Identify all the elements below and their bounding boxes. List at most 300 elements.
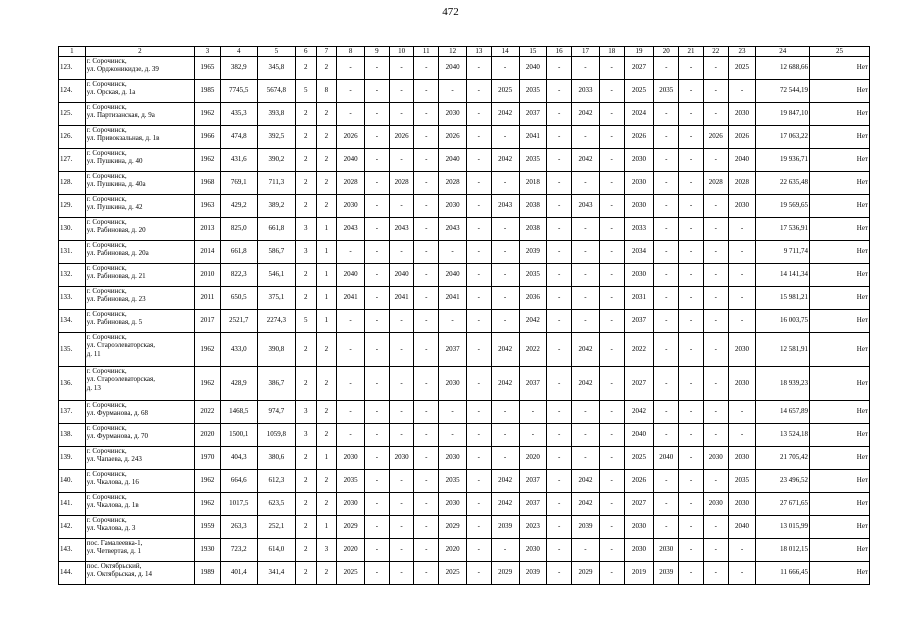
value-cell: - (654, 515, 679, 538)
value-cell: 2035 (519, 148, 547, 171)
value-cell: 2035 (519, 263, 547, 286)
address-line: ул. Чкалова, д. 16 (86, 478, 139, 487)
value-cell: 2038 (519, 194, 547, 217)
address-line: ул. Рабиновая, д. 20а (86, 249, 149, 258)
cost-cell: 16 003,75 (756, 309, 810, 332)
cost-cell: 11 666,45 (756, 561, 810, 584)
value-cell: - (728, 309, 756, 332)
value-cell: 2030 (728, 102, 756, 125)
value-cell: 2037 (439, 332, 467, 366)
column-number-header: 15 (519, 47, 547, 57)
value-cell: - (414, 400, 439, 423)
value-cell: 2025 (728, 56, 756, 79)
value-cell: 2 (316, 492, 337, 515)
table-row (59, 56, 870, 79)
row-number-cell: 136. (59, 366, 86, 400)
value-cell: 1 (316, 217, 337, 240)
value-cell: - (572, 171, 600, 194)
table-row (59, 515, 870, 538)
value-cell: 2020 (195, 423, 221, 446)
value-cell: 2042 (572, 492, 600, 515)
value-cell: - (414, 286, 439, 309)
value-cell: - (599, 446, 624, 469)
value-cell: 2 (295, 446, 316, 469)
row-number-cell: 134. (59, 309, 86, 332)
cost-cell: 13 524,18 (756, 423, 810, 446)
value-cell: 2030 (337, 194, 365, 217)
value-cell: 2 (316, 332, 337, 366)
value-cell: 3 (316, 538, 337, 561)
value-cell: 2010 (195, 263, 221, 286)
value-cell: 2022 (195, 400, 221, 423)
value-cell: - (599, 171, 624, 194)
address-cell (85, 538, 194, 561)
value-cell: - (547, 79, 572, 102)
value-cell: - (679, 332, 704, 366)
value-cell: 2039 (519, 561, 547, 584)
status-cell: Нет (809, 400, 869, 423)
value-cell: - (337, 423, 365, 446)
address-line: ул. Пушкина, д. 40 (86, 157, 143, 166)
value-cell: - (414, 538, 439, 561)
value-cell: 2018 (519, 171, 547, 194)
address-line: г. Сорочинск, (86, 366, 127, 375)
value-cell: - (365, 56, 390, 79)
value-cell: 2 (295, 538, 316, 561)
value-cell: - (547, 400, 572, 423)
table-row (59, 366, 870, 400)
table-row (59, 217, 870, 240)
address-line: г. Сорочинск, (86, 423, 127, 432)
value-cell: 2 (295, 492, 316, 515)
column-number-header: 16 (547, 47, 572, 57)
address-line: ул. Пушкина, д. 40а (86, 180, 146, 189)
value-cell: - (728, 217, 756, 240)
address-cell (85, 423, 194, 446)
value-cell: - (466, 423, 491, 446)
value-cell: - (389, 561, 414, 584)
value-cell: 1970 (195, 446, 221, 469)
value-cell: 2040 (337, 263, 365, 286)
value-cell: - (439, 79, 467, 102)
value-cell: - (547, 309, 572, 332)
value-cell: - (466, 561, 491, 584)
value-cell: - (547, 446, 572, 469)
value-cell: 2028 (389, 171, 414, 194)
column-number-header: 19 (624, 47, 654, 57)
value-cell: - (491, 446, 519, 469)
status-cell: Нет (809, 217, 869, 240)
status-cell: Нет (809, 56, 869, 79)
value-cell: 2039 (572, 515, 600, 538)
value-cell: - (654, 423, 679, 446)
address-line: ул. Фурманова, д. 68 (86, 409, 149, 418)
value-cell: 2039 (654, 561, 679, 584)
value-cell: 2030 (728, 492, 756, 515)
table-row (59, 492, 870, 515)
value-cell: 2025 (624, 446, 654, 469)
value-cell: - (572, 217, 600, 240)
value-cell: 2039 (491, 515, 519, 538)
value-cell: 2 (295, 515, 316, 538)
value-cell: 474,8 (220, 125, 257, 148)
value-cell: - (679, 79, 704, 102)
value-cell: - (547, 102, 572, 125)
value-cell: 2 (316, 366, 337, 400)
value-cell: 382,9 (220, 56, 257, 79)
table-row (59, 469, 870, 492)
row-number-cell: 138. (59, 423, 86, 446)
row-number-cell: 124. (59, 79, 86, 102)
status-cell: Нет (809, 423, 869, 446)
value-cell: 2029 (337, 515, 365, 538)
value-cell: 2030 (728, 366, 756, 400)
address-line: ул. Партизанская, д. 9а (86, 111, 155, 120)
value-cell: 2 (295, 469, 316, 492)
value-cell: - (466, 286, 491, 309)
value-cell: 2026 (624, 125, 654, 148)
value-cell: 2043 (572, 194, 600, 217)
value-cell: 3 (295, 240, 316, 263)
value-cell: 2025 (491, 79, 519, 102)
value-cell: 429,2 (220, 194, 257, 217)
value-cell: - (491, 538, 519, 561)
value-cell: 2041 (337, 286, 365, 309)
value-cell: - (365, 102, 390, 125)
value-cell: - (491, 400, 519, 423)
value-cell: - (466, 102, 491, 125)
value-cell: 2 (295, 56, 316, 79)
row-number-cell: 143. (59, 538, 86, 561)
status-cell: Нет (809, 492, 869, 515)
value-cell: - (728, 400, 756, 423)
table-row (59, 309, 870, 332)
address-cell (85, 446, 194, 469)
value-cell: 2025 (337, 561, 365, 584)
value-cell: 2 (295, 194, 316, 217)
value-cell: 2042 (572, 469, 600, 492)
value-cell: 1966 (195, 125, 221, 148)
value-cell: 2040 (439, 56, 467, 79)
value-cell: 2040 (389, 263, 414, 286)
address-line: ул. Пушкина, д. 42 (86, 203, 143, 212)
value-cell: - (414, 194, 439, 217)
value-cell: 2020 (337, 538, 365, 561)
value-cell: 375,1 (257, 286, 295, 309)
address-cell (85, 240, 194, 263)
value-cell: 2042 (491, 332, 519, 366)
value-cell: 401,4 (220, 561, 257, 584)
value-cell: 431,6 (220, 148, 257, 171)
value-cell: - (337, 79, 365, 102)
value-cell: - (679, 148, 704, 171)
value-cell: - (337, 400, 365, 423)
value-cell: - (599, 309, 624, 332)
column-number-header: 25 (809, 47, 869, 57)
value-cell: 2042 (491, 492, 519, 515)
address-line: г. Сорочинск, (86, 240, 127, 249)
cost-cell: 72 544,19 (756, 79, 810, 102)
value-cell: - (703, 102, 728, 125)
value-cell: - (389, 400, 414, 423)
status-cell: Нет (809, 332, 869, 366)
value-cell: - (599, 400, 624, 423)
value-cell: - (728, 240, 756, 263)
address-line: ул. Рабиновая, д. 23 (86, 295, 146, 304)
value-cell: - (466, 148, 491, 171)
value-cell: 5 (295, 79, 316, 102)
value-cell: 433,0 (220, 332, 257, 366)
value-cell: - (703, 240, 728, 263)
value-cell: - (547, 538, 572, 561)
column-number-header: 3 (195, 47, 221, 57)
value-cell: 650,5 (220, 286, 257, 309)
value-cell: - (547, 240, 572, 263)
value-cell: - (365, 561, 390, 584)
value-cell: - (337, 56, 365, 79)
value-cell: 2030 (439, 366, 467, 400)
table-row (59, 194, 870, 217)
row-number-cell: 141. (59, 492, 86, 515)
value-cell: 2030 (519, 538, 547, 561)
address-line: пос. Октябрьский, (86, 561, 142, 570)
value-cell: 612,3 (257, 469, 295, 492)
value-cell: 3 (295, 217, 316, 240)
address-line: ул. Орджоникидзе, д. 39 (86, 65, 159, 74)
value-cell: - (491, 423, 519, 446)
value-cell: 390,8 (257, 332, 295, 366)
value-cell: - (679, 446, 704, 469)
column-number-header: 11 (414, 47, 439, 57)
value-cell: - (414, 561, 439, 584)
value-cell: - (547, 171, 572, 194)
value-cell: 1962 (195, 469, 221, 492)
value-cell: - (654, 217, 679, 240)
value-cell: - (491, 56, 519, 79)
value-cell: 392,5 (257, 125, 295, 148)
value-cell: - (679, 240, 704, 263)
column-number-header: 23 (728, 47, 756, 57)
address-line: г. Сорочинск, (86, 217, 127, 226)
value-cell: 1468,5 (220, 400, 257, 423)
value-cell: - (703, 366, 728, 400)
value-cell: - (679, 217, 704, 240)
value-cell: 974,7 (257, 400, 295, 423)
value-cell: 1963 (195, 194, 221, 217)
address-line: г. Сорочинск, (86, 469, 127, 478)
value-cell: - (414, 148, 439, 171)
cost-cell: 18 012,15 (756, 538, 810, 561)
cost-cell: 14 141,34 (756, 263, 810, 286)
address-line: ул. Староэлеваторская, (86, 375, 155, 384)
value-cell: - (389, 469, 414, 492)
status-cell: Нет (809, 286, 869, 309)
value-cell: - (599, 366, 624, 400)
value-cell: - (491, 309, 519, 332)
address-line: г. Сорочинск, (86, 102, 127, 111)
value-cell: - (466, 538, 491, 561)
address-line: г. Сорочинск, (86, 148, 127, 157)
value-cell: - (439, 240, 467, 263)
value-cell: 822,3 (220, 263, 257, 286)
value-cell: 2011 (195, 286, 221, 309)
table-row (59, 332, 870, 366)
value-cell: 2035 (439, 469, 467, 492)
value-cell: - (365, 538, 390, 561)
address-line: пос. Гамалеевка-1, (86, 538, 143, 547)
value-cell: 2042 (519, 309, 547, 332)
value-cell: - (414, 469, 439, 492)
value-cell: 2020 (519, 446, 547, 469)
column-number-header: 9 (365, 47, 390, 57)
value-cell: 2 (295, 125, 316, 148)
value-cell: - (654, 332, 679, 366)
value-cell: - (654, 400, 679, 423)
value-cell: 2030 (439, 446, 467, 469)
address-line: д. 11 (86, 349, 101, 358)
value-cell: - (572, 446, 600, 469)
value-cell: - (519, 400, 547, 423)
value-cell: - (466, 240, 491, 263)
value-cell: - (365, 515, 390, 538)
value-cell: - (414, 446, 439, 469)
value-cell: - (679, 309, 704, 332)
value-cell: - (728, 263, 756, 286)
value-cell: 2041 (519, 125, 547, 148)
value-cell: - (547, 561, 572, 584)
status-cell: Нет (809, 102, 869, 125)
value-cell: 2 (316, 469, 337, 492)
status-cell: Нет (809, 240, 869, 263)
value-cell: - (654, 148, 679, 171)
address-cell (85, 148, 194, 171)
value-cell: - (728, 79, 756, 102)
table-row (59, 171, 870, 194)
value-cell: - (365, 309, 390, 332)
column-number-header: 4 (220, 47, 257, 57)
value-cell: - (389, 79, 414, 102)
value-cell: - (389, 492, 414, 515)
value-cell: - (679, 492, 704, 515)
value-cell: - (519, 423, 547, 446)
value-cell: 1962 (195, 102, 221, 125)
address-line: г. Сорочинск, (86, 56, 127, 65)
row-number-cell: 135. (59, 332, 86, 366)
address-line: ул. Октябрьская, д. 14 (86, 570, 153, 579)
value-cell: - (654, 469, 679, 492)
value-cell: - (389, 102, 414, 125)
value-cell: - (466, 309, 491, 332)
value-cell: - (679, 125, 704, 148)
column-number-header: 13 (466, 47, 491, 57)
value-cell: - (703, 217, 728, 240)
value-cell: 341,4 (257, 561, 295, 584)
status-cell: Нет (809, 515, 869, 538)
value-cell: 2029 (572, 561, 600, 584)
status-cell: Нет (809, 469, 869, 492)
value-cell: - (389, 148, 414, 171)
value-cell: - (365, 125, 390, 148)
status-cell: Нет (809, 366, 869, 400)
column-number-header: 8 (337, 47, 365, 57)
cost-cell: 12 688,66 (756, 56, 810, 79)
column-number-header: 21 (679, 47, 704, 57)
row-number-cell: 123. (59, 56, 86, 79)
cost-cell: 21 705,42 (756, 446, 810, 469)
value-cell: 2030 (439, 492, 467, 515)
value-cell: 2028 (439, 171, 467, 194)
value-cell: 2 (295, 263, 316, 286)
table-row (59, 79, 870, 102)
value-cell: 2030 (624, 194, 654, 217)
value-cell: 2030 (337, 446, 365, 469)
value-cell: 2037 (519, 102, 547, 125)
cost-cell: 18 939,23 (756, 366, 810, 400)
cost-cell: 23 496,52 (756, 469, 810, 492)
address-line: г. Сорочинск, (86, 515, 127, 524)
row-number-cell: 130. (59, 217, 86, 240)
row-number-cell: 133. (59, 286, 86, 309)
value-cell: - (679, 561, 704, 584)
value-cell: 2030 (439, 102, 467, 125)
status-cell: Нет (809, 148, 869, 171)
value-cell: 1959 (195, 515, 221, 538)
value-cell: - (466, 366, 491, 400)
cost-cell: 27 671,65 (756, 492, 810, 515)
value-cell: 2026 (389, 125, 414, 148)
value-cell: - (547, 263, 572, 286)
value-cell: - (365, 194, 390, 217)
value-cell: 2043 (491, 194, 519, 217)
value-cell: - (365, 492, 390, 515)
value-cell: 2040 (728, 515, 756, 538)
value-cell: - (414, 366, 439, 400)
value-cell: - (365, 366, 390, 400)
value-cell: - (679, 194, 704, 217)
value-cell: 428,9 (220, 366, 257, 400)
value-cell: 2042 (572, 332, 600, 366)
value-cell: - (466, 469, 491, 492)
value-cell: 2 (295, 286, 316, 309)
value-cell: - (654, 366, 679, 400)
table-row (59, 446, 870, 469)
address-cell (85, 492, 194, 515)
value-cell: 2035 (519, 79, 547, 102)
row-number-cell: 127. (59, 148, 86, 171)
row-number-cell: 137. (59, 400, 86, 423)
value-cell: - (728, 286, 756, 309)
value-cell: - (337, 366, 365, 400)
value-cell: 2038 (519, 217, 547, 240)
address-line: г. Сорочинск, (86, 125, 127, 134)
address-cell (85, 171, 194, 194)
value-cell: 1985 (195, 79, 221, 102)
value-cell: - (599, 56, 624, 79)
value-cell: - (414, 332, 439, 366)
value-cell: 2 (295, 102, 316, 125)
value-cell: 1500,1 (220, 423, 257, 446)
value-cell: 2040 (519, 56, 547, 79)
value-cell: - (572, 125, 600, 148)
value-cell: 2022 (624, 332, 654, 366)
value-cell: - (599, 102, 624, 125)
value-cell: - (439, 400, 467, 423)
value-cell: - (599, 125, 624, 148)
address-line: ул. Привокзальная, д. 1в (86, 134, 160, 143)
value-cell: 1 (316, 240, 337, 263)
address-cell (85, 56, 194, 79)
value-cell: 1968 (195, 171, 221, 194)
